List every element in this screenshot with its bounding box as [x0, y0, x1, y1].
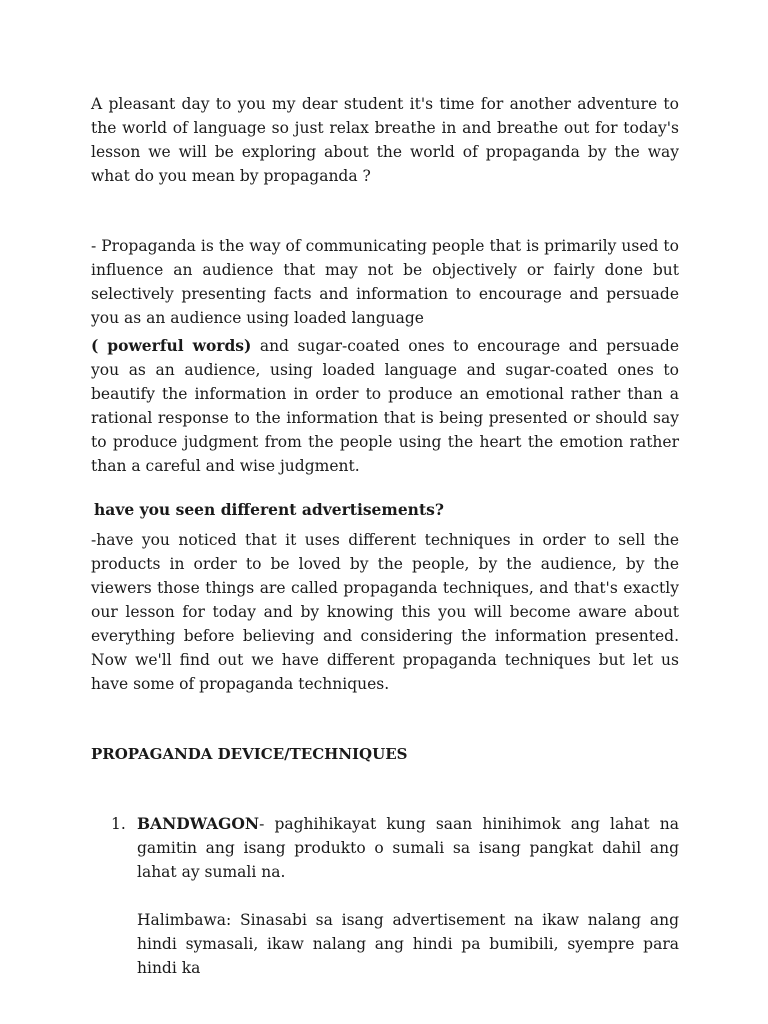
list-item [91, 812, 679, 980]
definition-paragraph: - Propaganda is the way of communicating people that is primarily used to influence an audience that may not be objectively or fairly done but selectively presenting facts and information to encourage and persuade you as an audience using loaded language [91, 237, 679, 327]
techniques-list [91, 812, 679, 980]
document-page [91, 92, 679, 980]
answer-paragraph: -have you noticed that it uses different techniques in order to sell the products in order to be loved by the people, by the audience, by the viewers those things are called propaganda techniques, and that's exactly our lesson for today and by knowing this you will become aware about everything before believing and considering the information presented. Now we'll find out we have different propaganda techniques but let us have some of propaganda techniques. [91, 531, 679, 693]
list-item-number: 1. [111, 815, 126, 833]
technique-description [137, 812, 679, 884]
technique-description-text: - paghihikayat kung saan hinihimok ang lahat na gamitin ang isang produkto o sumali sa isang pangkat dahil ang lahat ay sumali na. [137, 815, 679, 881]
intro-paragraph: A pleasant day to you my dear student it's time for another adventure to the world of language so just relax breathe in and breathe out for today's lesson we will be exploring about the world of propaganda by the way what do you mean by propaganda ? [91, 95, 679, 185]
question-heading: have you seen different advertisements? [94, 500, 444, 519]
definition-continued-paragraph [91, 334, 679, 478]
technique-example: Halimbawa: Sinasabi sa isang advertisement na ikaw nalang ang hindi symasali, ikaw nalang ang hindi pa bumibili, syempre para hindi ka [137, 911, 679, 977]
powerful-words-text: ( powerful words) [91, 336, 252, 355]
section-heading: PROPAGANDA DEVICE/TECHNIQUES [91, 745, 408, 763]
technique-term: BANDWAGON [137, 814, 260, 833]
definition-continued-text: and sugar-coated ones to encourage and persuade you as an audience, using loaded language and sugar-coated ones to beautify the information in order to produce an emotional rather than a rational response to the information that is being presented or should say to produce judgment from the people using the heart the emotion rather than a careful and wise judgment. [91, 337, 680, 475]
